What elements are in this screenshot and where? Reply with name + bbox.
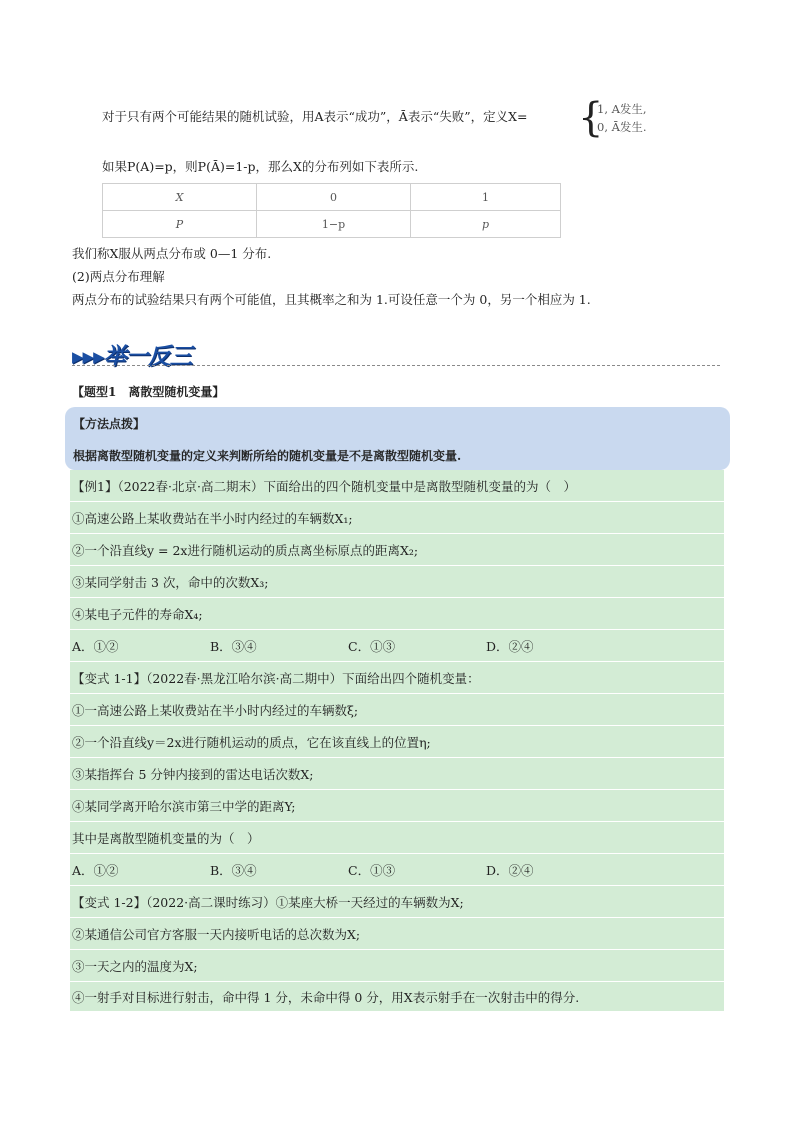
table-cell: p (411, 211, 561, 238)
table-cell: P (103, 211, 257, 238)
section-banner: ▸▸▸举一反三 (72, 344, 192, 370)
option-b: B．③④ (210, 639, 257, 654)
list-item: ③一天之内的温度为X; (72, 959, 198, 974)
option-c: C．①③ (348, 863, 396, 878)
list-item: 其中是离散型随机变量的为（ ） (72, 831, 260, 846)
distribution-table (102, 183, 561, 238)
method-title: 【方法点拨】 (73, 417, 146, 431)
type-heading: 【题型1 离散型随机变量】 (72, 385, 225, 399)
table-cell: X (103, 184, 257, 211)
table-cell: 1−p (257, 211, 411, 238)
option-a: A．①② (72, 639, 119, 654)
list-item: ②一个沿直线y = 2x进行随机运动的质点离坐标原点的距离X₂; (72, 543, 419, 558)
two-point-statement: 我们称X服从两点分布或 0—1 分布. (72, 246, 272, 261)
example-1-title: 【例1】（2022春·北京·高二期末）下面给出的四个随机变量中是离散型随机变量的为（ ） (72, 479, 576, 494)
list-item: ④某同学离开哈尔滨市第三中学的距离Y; (72, 799, 296, 814)
list-item: ③某同学射击 3 次，命中的次数X₃; (72, 575, 269, 590)
table-row (103, 211, 561, 238)
option-c: C．①③ (348, 639, 396, 654)
list-item: ②某通信公司官方客服一天内接听电话的总次数为X; (72, 927, 361, 942)
intro-line-1: 对于只有两个可能结果的随机试验，用A表示“成功”，Ā表示“失败”，定义X= (102, 109, 528, 124)
table-cell: 1 (411, 184, 561, 211)
sub-heading: (2)两点分布理解 (72, 269, 165, 284)
list-item: ④某电子元件的寿命X₄; (72, 607, 203, 622)
list-item: ③某指挥台 5 分钟内接到的雷达电话次数X; (72, 767, 314, 782)
option-d: D．②④ (486, 639, 534, 654)
method-body: 根据离散型随机变量的定义来判断所给的随机变量是不是离散型随机变量. (73, 449, 462, 463)
option-b: B．③④ (210, 863, 257, 878)
option-a: A．①② (72, 863, 119, 878)
list-item: ②一个沿直线y＝2x进行随机运动的质点，它在该直线上的位置η; (72, 735, 431, 750)
definition-brace: { (578, 95, 604, 141)
intro-line-2: 如果P(A)=p，则P(Ā)=1-p，那么X的分布列如下表所示. (102, 159, 419, 174)
list-item: ①高速公路上某收费站在半小时内经过的车辆数X₁; (72, 511, 353, 526)
sub-text: 两点分布的试验结果只有两个可能值，且其概率之和为 1.可设任意一个为 0，另一个相应为 1. (72, 292, 591, 307)
table-row (103, 184, 561, 211)
list-item: ①一高速公路上某收费站在半小时内经过的车辆数ξ; (72, 703, 359, 718)
section-divider (72, 365, 720, 366)
option-d: D．②④ (486, 863, 534, 878)
definition-case-1: 1, A发生, (597, 102, 647, 116)
variant-1-1-title: 【变式 1-1】（2022春·黑龙江哈尔滨·高二期中）下面给出四个随机变量： (72, 671, 480, 686)
variant-1-2-title: 【变式 1-2】（2022·高二课时练习）①某座大桥一天经过的车辆数为X; (72, 895, 464, 910)
definition-case-2: 0, Ā发生. (597, 120, 647, 134)
table-cell: 0 (257, 184, 411, 211)
list-item: ④一射手对目标进行射击，命中得 1 分，未命中得 0 分，用X表示射手在一次射击中的得分. (72, 990, 580, 1005)
